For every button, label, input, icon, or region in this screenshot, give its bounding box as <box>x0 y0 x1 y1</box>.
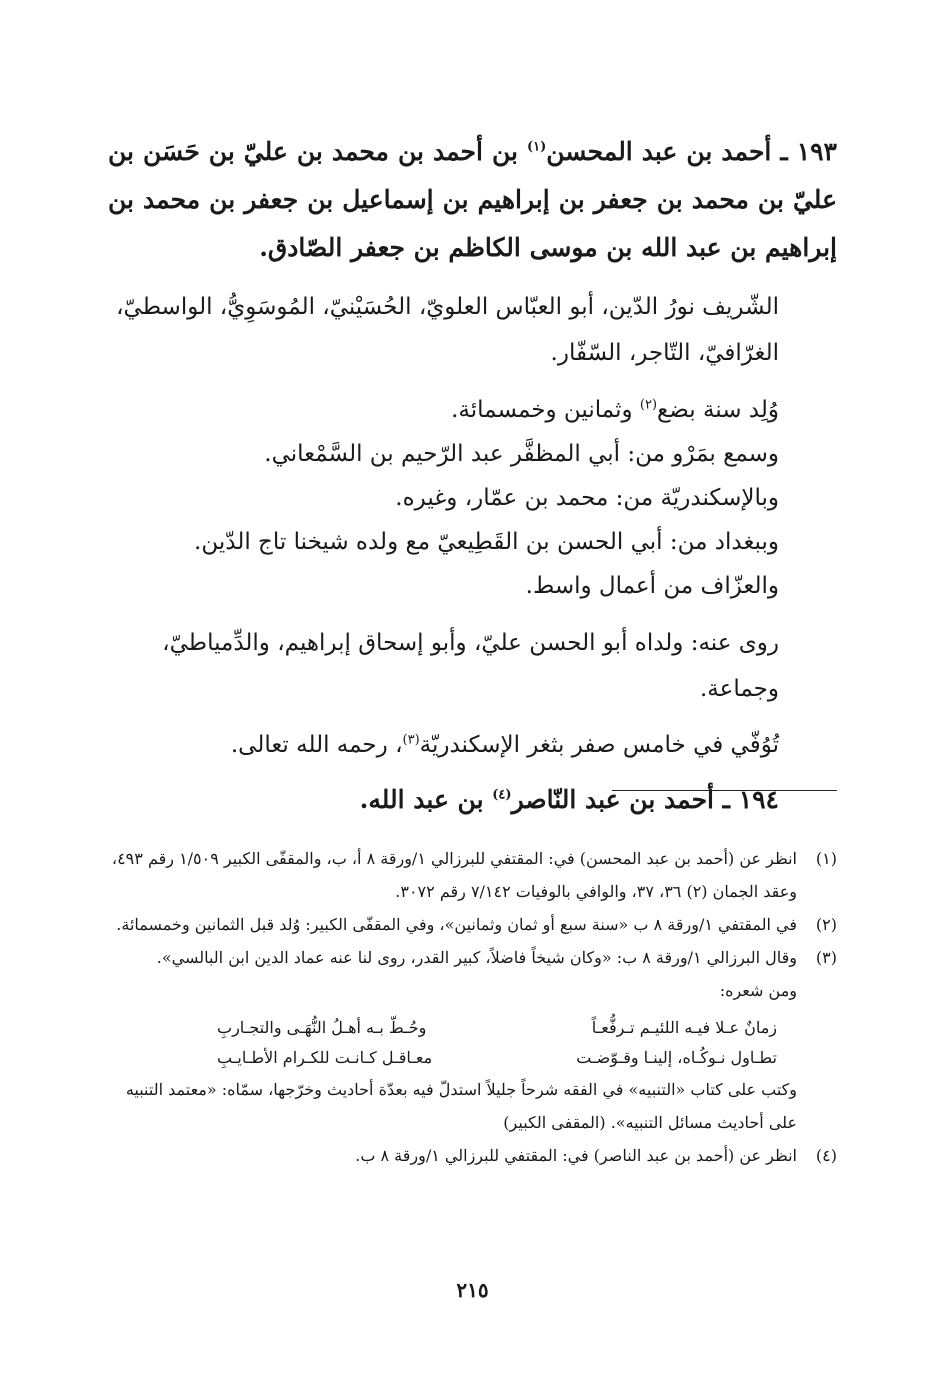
entry-193-biography <box>108 388 837 608</box>
footnote-2-text: في المقتفي ١/ورقة ٨ ب «سنة سبع أو ثمان وثمانين»، وفي المقفّى الكبير: وُلد قبل الثمانين وخمسمائة. <box>116 915 797 934</box>
heard-azzaf: والعزّاف من أعمال واسط. <box>525 573 779 599</box>
entry-194-lineage: بن عبد الله. <box>359 785 493 814</box>
footnote-3-continuation: وكتب على كتاب «التنبيه» في الفقه شرحاً جليلاً استدلّ فيه بعدّة أحاديث وخرّجها، سمّاه: «معتمد التنبيه على أحاديث مسائل التنبيه». (المقفى الكبير) <box>125 1080 797 1132</box>
footnote-3-body <box>108 941 797 1139</box>
footnotes <box>108 842 837 1172</box>
page-number: ٢١٥ <box>456 1278 489 1302</box>
poem-verse-2-second: معـاقـل كـانـت للكـرام الأطـايـبِ <box>217 1048 433 1067</box>
poem-verse-2-first: تطـاول نـوكُـاه، إلينـا وقـوّضـت <box>576 1048 777 1067</box>
footnote-1 <box>108 842 837 908</box>
footnote-3 <box>108 941 837 1139</box>
death-text-end: ، رحمه الله تعالى. <box>230 732 403 758</box>
poem <box>108 1013 777 1073</box>
footnote-4 <box>108 1139 837 1172</box>
birth-line <box>108 388 779 432</box>
entry-193-narrators: روى عنه: ولداه أبو الحسن عليّ، وأبو إسحاق إبراهيم، والدِّمياطيّ، وجماعة. <box>162 630 779 702</box>
footnote-ref-3: (٣) <box>402 732 420 748</box>
heard-baghdad: وببغداد من: أبي الحسن بن القَطِيعيّ مع ولده شيخنا تاج الدّين. <box>194 529 779 555</box>
entry-193-name: ١٩٣ ـ أحمد بن عبد المحسن <box>546 137 837 166</box>
death-text: تُوُفّي في خامس صفر بثغر الإسكندريّة <box>419 732 779 758</box>
entry-193-heading <box>108 128 837 272</box>
poem-intro: ومن شعره: <box>719 981 797 1000</box>
footnote-ref-2: (٢) <box>639 397 658 413</box>
footnote-4-text: انظر عن (أحمد بن عبد الناصر) في: المقتفي للبرزالي ١/ورقة ٨ ب. <box>355 1146 797 1165</box>
poem-verse-1 <box>217 1013 777 1043</box>
footnote-ref-4: (٤) <box>492 787 512 803</box>
poem-verse-1-second: وحُـطّ بـه أهـلُ النُّهَـى والتجـاربِ <box>217 1018 427 1037</box>
footnote-4-number: (٤) <box>815 1146 837 1165</box>
entry-193-titles: الشّريف نورُ الدّين، أبو العبّاس العلويّ، الحُسَيْنيّ، المُوسَوِيُّ، الواسطيّ، الغرّافيّ، التّاجر، السّفّار. <box>116 294 779 366</box>
heard-merv: وسمع بمَرْو من: أبي المظفَّر عبد الرّحيم بن السَّمْعاني. <box>264 441 779 467</box>
heard-alexandria: وبالإسكندريّة من: محمد بن عمّار، وغيره. <box>395 485 779 511</box>
birth-text-end: وثمانين وخمسمائة. <box>451 397 640 423</box>
entry-194-heading <box>108 776 837 824</box>
footnote-3-number: (٣) <box>815 948 837 967</box>
footnote-1-text: انظر عن (أحمد بن عبد المحسن) في: المقتفي للبرزالي ١/ورقة ٨ أ، ب، والمقفّى الكبير ١/٥٠٩ رقم ٤٩٣، وعقد الجمان (٢) ٣٦، ٣٧، والوافي بالوفيات ٧/١٤٢ رقم ٣٠٧٢. <box>111 849 797 901</box>
birth-text: وُلِد سنة بضع <box>657 397 779 423</box>
footnote-1-number: (١) <box>815 849 837 868</box>
footnote-2-number: (٢) <box>815 915 837 934</box>
footnote-separator <box>612 790 837 791</box>
footnote-2 <box>108 908 837 941</box>
footnote-3-text: وقال البرزالي ١/ورقة ٨ ب: «وكان شيخاً فاضلاً، كبير القدر، روى لنا عنه عماد الدين ابن البالسي». <box>156 948 797 967</box>
entry-193-lineage: بن أحمد بن محمد بن عليّ بن حَسَن بن عليّ بن محمد بن جعفر بن إبراهيم بن إسماعيل بن جعفر بن محمد بن إبراهيم بن عبد الله بن موسى الكاظم بن جعفر الصّادق. <box>108 137 837 262</box>
main-text <box>108 128 837 849</box>
entry-193-death <box>108 722 837 768</box>
entry-194-name: ١٩٤ ـ أحمد بن عبد النّاصر <box>511 785 779 814</box>
poem-verse-2 <box>217 1043 777 1073</box>
footnote-ref-1: (١) <box>526 139 547 155</box>
poem-verse-1-first: زمانٌ عـلا فيـه اللئيـم تـرفُّعـاً <box>591 1018 777 1037</box>
